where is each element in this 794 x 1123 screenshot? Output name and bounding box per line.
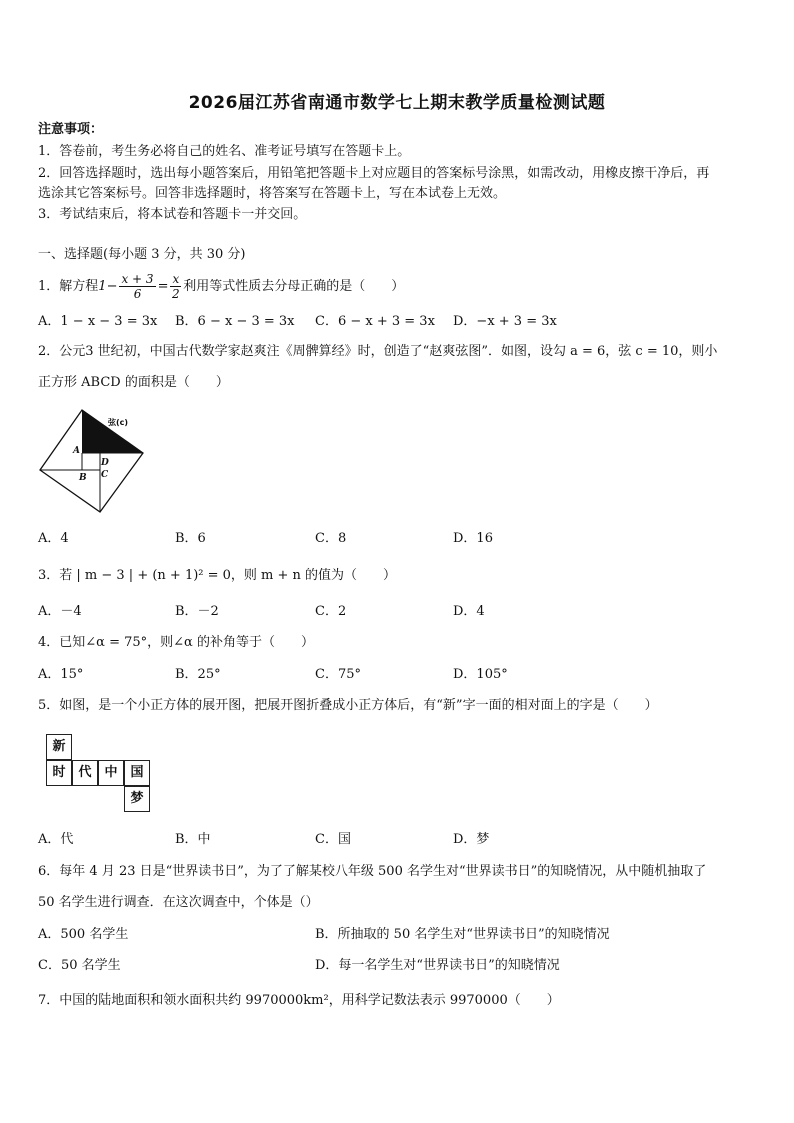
option-c: C．国 bbox=[315, 832, 351, 847]
label-b: B bbox=[79, 473, 87, 483]
option-d: D．4 bbox=[453, 604, 485, 619]
option-a: A．4 bbox=[38, 531, 69, 546]
option-c: C．2 bbox=[315, 604, 347, 619]
option-d: D．每一名学生对“世界读书日”的知晓情况 bbox=[315, 958, 560, 973]
fraction-denominator: 6 bbox=[133, 287, 142, 301]
question-6-line2: 50 名学生进行调查．在这次调查中，个体是（） bbox=[38, 895, 319, 910]
option-d: D．105° bbox=[453, 667, 508, 682]
question-1-equals: = bbox=[157, 279, 169, 294]
option-b: B．所抽取的 50 名学生对“世界读书日”的知晓情况 bbox=[315, 927, 610, 942]
option-d: D．−x + 3 = 3x bbox=[453, 314, 557, 329]
label-c: C bbox=[101, 470, 109, 480]
notice-item: 选涂其它答案标号。回答非选择题时，将答案写在答题卡上，写在本试卷上无效。 bbox=[38, 186, 507, 201]
option-d: D．16 bbox=[453, 531, 493, 546]
option-b: B．－2 bbox=[175, 604, 219, 619]
question-7: 7．中国的陆地面积和领水面积共约 9970000km²，用科学记数法表示 9970000（ ） bbox=[38, 993, 560, 1008]
zhao-shuang-diagram bbox=[38, 408, 146, 514]
question-1-prefix: 1．解方程 bbox=[38, 279, 99, 294]
fraction-numerator: x + 3 bbox=[121, 272, 154, 286]
net-cell: 新 bbox=[46, 734, 72, 760]
net-cell: 代 bbox=[72, 760, 98, 786]
option-a: A．－4 bbox=[38, 604, 82, 619]
fraction-denominator: 2 bbox=[172, 287, 180, 301]
cube-net bbox=[46, 734, 156, 816]
question-1-suffix: 利用等式性质去分母正确的是（ ） bbox=[183, 279, 405, 294]
option-d: D．梦 bbox=[453, 832, 490, 847]
question-1-minus: − bbox=[106, 279, 118, 294]
option-b: B．中 bbox=[175, 832, 211, 847]
fraction bbox=[119, 272, 155, 301]
page-title: 2026届江苏省南通市数学七上期末教学质量检测试题 bbox=[188, 93, 606, 113]
question-1 bbox=[38, 272, 404, 302]
question-6-line1: 6．每年 4 月 23 日是“世界读书日”，为了了解某校八年级 500 名学生对“世界读书日”的知晓情况，从中随机抽取了 bbox=[38, 864, 707, 879]
label-d: D bbox=[101, 458, 109, 468]
option-c: C．75° bbox=[315, 667, 361, 682]
question-5: 5．如图，是一个小正方体的展开图，把展开图折叠成小正方体后，有“新”字一面的相对面上的字是（ ） bbox=[38, 698, 658, 713]
notice-item: 1．答卷前，考生务必将自己的姓名、准考证号填写在答题卡上。 bbox=[38, 144, 411, 159]
notice-item: 2．回答选择题时，选出每小题答案后，用铅笔把答题卡上对应题目的答案标号涂黑，如需改动，用橡皮擦干净后，再 bbox=[38, 166, 710, 181]
question-1-one: 1 bbox=[98, 279, 107, 294]
option-a: A．500 名学生 bbox=[38, 927, 129, 942]
option-c: C．6 − x + 3 = 3x bbox=[315, 314, 435, 329]
option-b: B．6 − x − 3 = 3x bbox=[175, 314, 295, 329]
question-2-line1: 2．公元3 世纪初，中国古代数学家赵爽注《周髀算经》时，创造了“赵爽弦图”．如图，设勾 a = 6，弦 c = 10，则小 bbox=[38, 344, 718, 359]
notice-item: 3．考试结束后，将本试卷和答题卡一并交回。 bbox=[38, 207, 307, 222]
net-cell: 中 bbox=[98, 760, 124, 786]
option-a: A．代 bbox=[38, 832, 74, 847]
notice-heading: 注意事项： bbox=[38, 122, 104, 137]
option-c: C．8 bbox=[315, 531, 347, 546]
question-3: 3．若 | m − 3 | + (n + 1)² = 0，则 m + n 的值为（ ） bbox=[38, 568, 397, 583]
net-cell: 时 bbox=[46, 760, 72, 786]
chord-label: 弦(c) bbox=[108, 418, 129, 427]
question-4: 4．已知∠α = 75°，则∠α 的补角等于（ ） bbox=[38, 635, 314, 650]
option-a: A．1 − x − 3 = 3x bbox=[38, 314, 158, 329]
section-heading: 一、选择题(每小题 3 分，共 30 分) bbox=[38, 247, 246, 262]
option-a: A．15° bbox=[38, 667, 84, 682]
net-cell: 国 bbox=[124, 760, 150, 786]
fraction-numerator: x bbox=[172, 272, 180, 286]
fraction bbox=[170, 272, 181, 301]
label-a: A bbox=[73, 446, 80, 456]
net-cell: 梦 bbox=[124, 786, 150, 812]
option-c: C．50 名学生 bbox=[38, 958, 121, 973]
option-b: B．25° bbox=[175, 667, 221, 682]
option-b: B．6 bbox=[175, 531, 206, 546]
question-2-line2: 正方形 ABCD 的面积是（ ） bbox=[38, 375, 229, 390]
